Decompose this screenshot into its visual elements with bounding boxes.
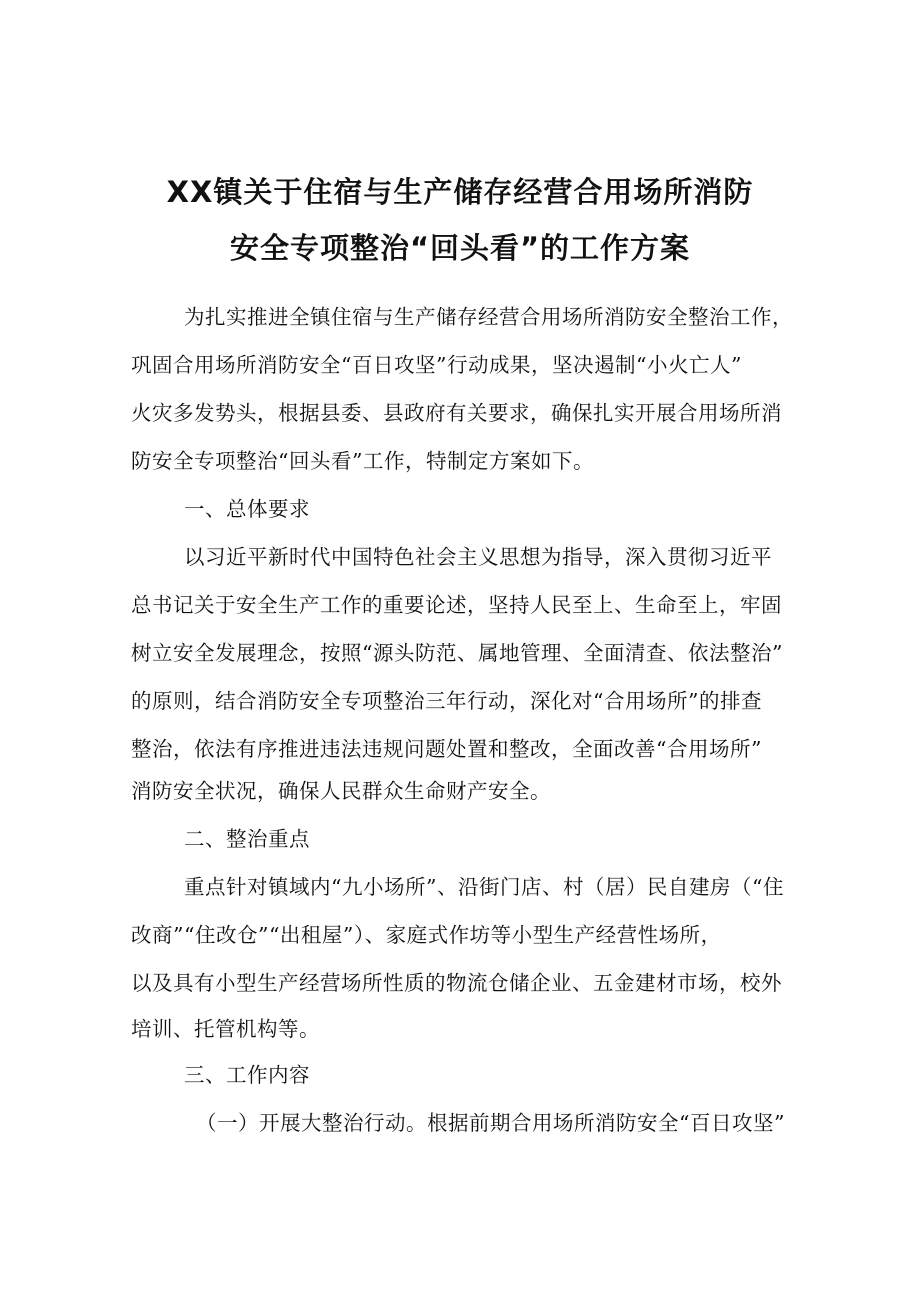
body-line: 巩固合用场所消防安全“百日攻坚”行动成果，坚决遏制“小火亡人” — [131, 353, 742, 377]
body-line: 改商”“住改仓”“出租屋”）、家庭式作坊等小型生产经营性场所， — [131, 923, 722, 947]
body-line: （一）开展大整治行动。根据前期合用场所消防安全“百日攻坚” — [196, 1111, 785, 1135]
section-heading: 二、整治重点 — [184, 827, 310, 851]
body-line: 消防安全状况，确保人民群众生命财产安全。 — [131, 779, 551, 803]
body-line: 火灾多发势头，根据县委、县政府有关要求，确保扎实开展合用场所消 — [131, 401, 782, 425]
body-line: 整治，依法有序推进违法违规问题处置和整改，全面改善“合用场所” — [131, 737, 762, 761]
section-heading: 一、总体要求 — [184, 497, 310, 521]
body-line: 总书记关于安全生产工作的重要论述，坚持人民至上、生命至上，牢固 — [131, 593, 782, 617]
body-line: 以习近平新时代中国特色社会主义思想为指导，深入贯彻习近平 — [184, 545, 772, 569]
body-line: 培训、托管机构等。 — [131, 1017, 320, 1041]
body-line: 的原则，结合消防安全专项整治三年行动，深化对“合用场所”的排查 — [131, 689, 762, 713]
document-title-line-2: 安全专项整治“回头看”的工作方案 — [229, 231, 691, 265]
body-line: 为扎实推进全镇住宿与生产储存经营合用场所消防安全整治工作， — [184, 305, 793, 329]
body-line: 防安全专项整治“回头看”工作，特制定方案如下。 — [131, 449, 594, 473]
body-line: 以及具有小型生产经营场所性质的物流仓储企业、五金建材市场，校外 — [131, 971, 782, 995]
document-title-line-1: XX镇关于住宿与生产储存经营合用场所消防 — [166, 175, 754, 209]
body-line: 树立安全发展理念，按照“源头防范、属地管理、全面清查、依法整治” — [131, 641, 783, 665]
section-heading: 三、工作内容 — [184, 1063, 310, 1087]
body-line: 重点针对镇域内“九小场所”、沿街门店、村（居）民自建房（“住 — [184, 875, 784, 899]
